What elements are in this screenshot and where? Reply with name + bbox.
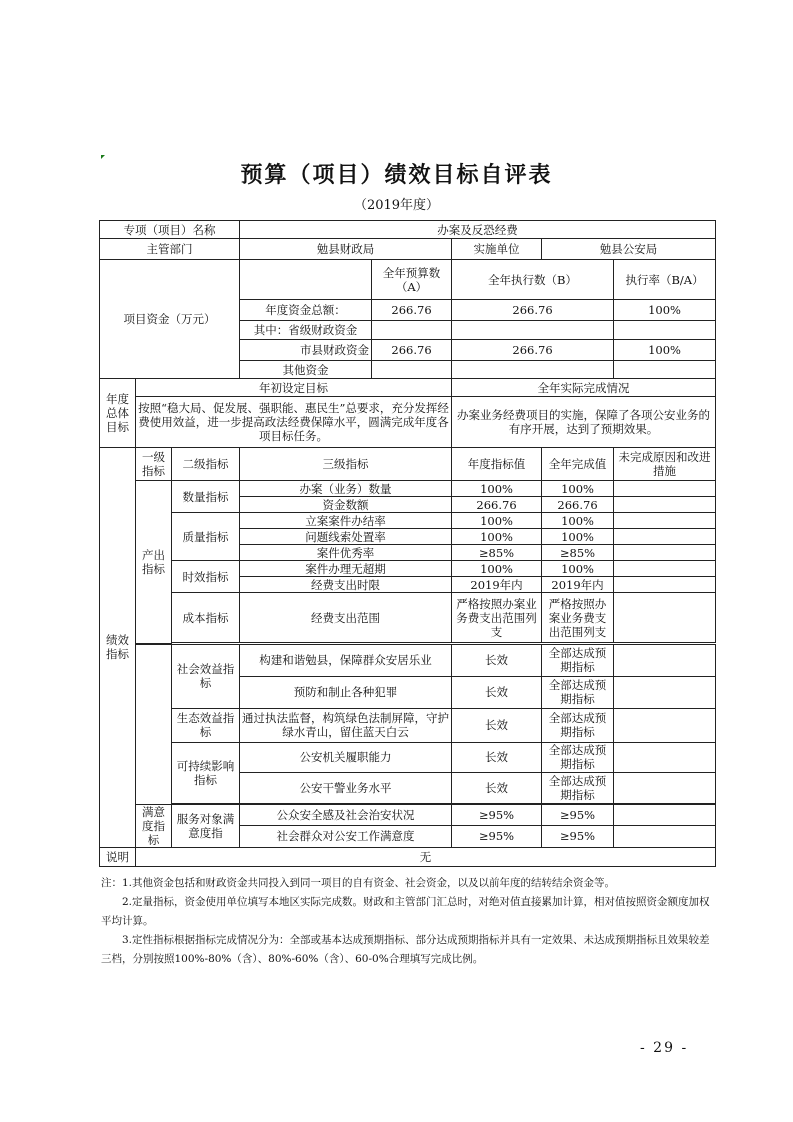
header-level3: 三级指标 [240, 448, 452, 481]
table-row [100, 561, 716, 577]
footnotes [101, 874, 715, 969]
indicator-name: 公安机关履职能力 [240, 742, 452, 772]
indicator-name: 办案（业务）数量 [240, 481, 452, 497]
indicator-actual: ≥95% [542, 826, 614, 848]
indicator-name: 问题线索处置率 [240, 529, 452, 545]
fund-row-budget: 266.76 [372, 300, 452, 321]
footnote: 注：1.其他资金包括和财政资金共同投入到同一项目的自有资金、社会资金，以及以前年度的结转结余资金等。 [101, 877, 616, 889]
cost-indicator: 成本指标 [172, 593, 240, 643]
remark-label: 说明 [100, 847, 136, 866]
col-rate: 执行率（B/A） [614, 260, 716, 300]
satisfaction-indicator: 满意度指标 [136, 804, 172, 847]
fund-row-rate [614, 321, 716, 340]
goal-set-text: 按照“稳大局、促发展、强职能、惠民生”总要求，充分发挥经费使用效益，进一步提高政法经费保障水平，圆满完成年度各项目标任务。 [136, 397, 452, 448]
indicator-actual: 全部达成预期指标 [542, 742, 614, 772]
table-row [100, 742, 716, 772]
indicator-actual: 全部达成预期指标 [542, 772, 614, 803]
indicator-target: ≥95% [452, 804, 542, 826]
funds-label: 项目资金（万元） [100, 260, 240, 379]
table-row [100, 397, 716, 448]
goal-actual-text: 办案业务经费项目的实施，保障了各项公安业务的有序开展，达到了预期效果。 [452, 397, 716, 448]
project-name-value: 办案及反恐经费 [240, 221, 716, 239]
indicator-name: 社会群众对公安工作满意度 [240, 826, 452, 848]
indicator-target: 长效 [452, 742, 542, 772]
fund-row-exec [452, 321, 614, 340]
indicator-actual: 100% [542, 481, 614, 497]
fund-row-budget: 266.76 [372, 340, 452, 361]
fund-row-budget [372, 321, 452, 340]
indicators-label: 绩效指标 [100, 448, 136, 848]
social-indicator: 社会效益指标 [172, 644, 240, 708]
impl-unit-label: 实施单位 [452, 239, 542, 260]
dept-value: 勉县财政局 [240, 239, 452, 260]
fund-row-rate: 100% [614, 340, 716, 361]
page-subtitle: （2019年度） [353, 198, 440, 213]
fund-row-name: 其他资金 [240, 361, 372, 379]
table-row [100, 239, 716, 260]
indicator-name: 构建和谐勉县，保障群众安居乐业 [240, 644, 452, 676]
indicator-name: 预防和制止各种犯罪 [240, 676, 452, 708]
col-budget: 全年预算数（A） [372, 260, 452, 300]
indicator-target: ≥85% [452, 545, 542, 561]
indicator-actual: 266.76 [542, 497, 614, 513]
goal-actual-header: 全年实际完成情况 [452, 379, 716, 397]
remark-value: 无 [136, 847, 716, 866]
table-row [100, 481, 716, 497]
header-level1: 一级指标 [136, 448, 172, 481]
footnote: 3.定性指标根据指标完成情况分为：全部或基本达成预期指标、部分达成预期指标并具有一定效果、未达成预期指标且效果较差三档，分别按照100%-80%（含）、80%-60%（含）、60-0%合理填写完成比例。 [101, 934, 710, 965]
table-row [100, 379, 716, 397]
indicator-target: 长效 [452, 708, 542, 742]
indicator-target: 100% [452, 481, 542, 497]
header-actual: 全年完成值 [542, 448, 614, 481]
indicator-actual: 100% [542, 513, 614, 529]
indicator-target: 2019年内 [452, 577, 542, 593]
table-row [100, 593, 716, 643]
eco-indicator: 生态效益指标 [172, 708, 240, 742]
indicator-actual: 100% [542, 561, 614, 577]
service-satisfaction-indicator: 服务对象满意度指 [172, 804, 240, 847]
table-row [100, 513, 716, 529]
output-indicator: 产出指标 [136, 481, 172, 644]
indicator-name: 通过执法监督，构筑绿色法制屏障，守护绿水青山，留住蓝天白云 [240, 708, 452, 742]
indicator-name: 公众安全感及社会治安状况 [240, 804, 452, 826]
page-number: - 29 - [640, 1040, 689, 1056]
indicator-name: 资金数额 [240, 497, 452, 513]
self-evaluation-table [99, 220, 716, 867]
indicator-actual: 全部达成预期指标 [542, 708, 614, 742]
fund-row-exec: 266.76 [452, 340, 614, 361]
indicator-target: 长效 [452, 676, 542, 708]
table-row [100, 847, 716, 866]
fund-row-budget [372, 361, 452, 379]
indicator-target: ≥95% [452, 826, 542, 848]
indicator-actual: ≥85% [542, 545, 614, 561]
impl-unit-value: 勉县公安局 [542, 239, 716, 260]
quality-indicator: 质量指标 [172, 513, 240, 561]
indicator-name: 经费支出时限 [240, 577, 452, 593]
indicator-actual: ≥95% [542, 804, 614, 826]
table-row [100, 708, 716, 742]
table-row [100, 644, 716, 676]
indicator-actual: 全部达成预期指标 [542, 676, 614, 708]
indicator-target: 100% [452, 529, 542, 545]
dept-label: 主管部门 [100, 239, 240, 260]
indicator-target: 100% [452, 561, 542, 577]
table-row [100, 448, 716, 481]
indicator-target: 266.76 [452, 497, 542, 513]
table-row [100, 804, 716, 826]
goal-set-header: 年初设定目标 [136, 379, 452, 397]
header-level2: 二级指标 [172, 448, 240, 481]
effect-indicator [136, 644, 172, 804]
quantity-indicator: 数量指标 [172, 481, 240, 513]
indicator-target: 100% [452, 513, 542, 529]
page-title: 预算（项目）绩效目标自评表 [240, 162, 553, 188]
indicator-name: 公安干警业务水平 [240, 772, 452, 803]
indicator-actual: 100% [542, 529, 614, 545]
fund-row-exec [452, 361, 614, 379]
fund-row-rate [614, 361, 716, 379]
annual-goal-label: 年度总体目标 [100, 379, 136, 448]
indicator-actual: 全部达成预期指标 [542, 644, 614, 676]
fund-row-name: 其中：省级财政资金 [240, 321, 372, 340]
col-exec: 全年执行数（B） [452, 260, 614, 300]
indicator-name: 经费支出范围 [240, 593, 452, 643]
indicator-name: 案件优秀率 [240, 545, 452, 561]
table-row [100, 260, 716, 300]
indicator-actual: 严格按照办案业务费支出范围列支 [542, 593, 614, 643]
indicator-target: 长效 [452, 772, 542, 803]
table-row [100, 221, 716, 239]
indicator-target: 严格按照办案业务费支出范围列支 [452, 593, 542, 643]
fund-row-rate: 100% [614, 300, 716, 321]
footnote: 2.定量指标，资金使用单位填写本地区实际完成数。财政和主管部门汇总时，对绝对值直接累加计算，相对值按照资金额度加权平均计算。 [101, 896, 710, 927]
sustain-indicator: 可持续影响指标 [172, 742, 240, 803]
header-reason: 未完成原因和改进措施 [614, 448, 716, 481]
indicator-name: 立案案件办结率 [240, 513, 452, 529]
fund-row-exec: 266.76 [452, 300, 614, 321]
indicator-name: 案件办理无超期 [240, 561, 452, 577]
fund-row-name: 年度资金总额： [240, 300, 372, 321]
indicator-actual: 2019年内 [542, 577, 614, 593]
fund-row-name: 市县财政资金 [240, 340, 372, 361]
timeliness-indicator: 时效指标 [172, 561, 240, 593]
indicator-target: 长效 [452, 644, 542, 676]
header-target: 年度指标值 [452, 448, 542, 481]
project-name-label: 专项（项目）名称 [100, 221, 240, 239]
